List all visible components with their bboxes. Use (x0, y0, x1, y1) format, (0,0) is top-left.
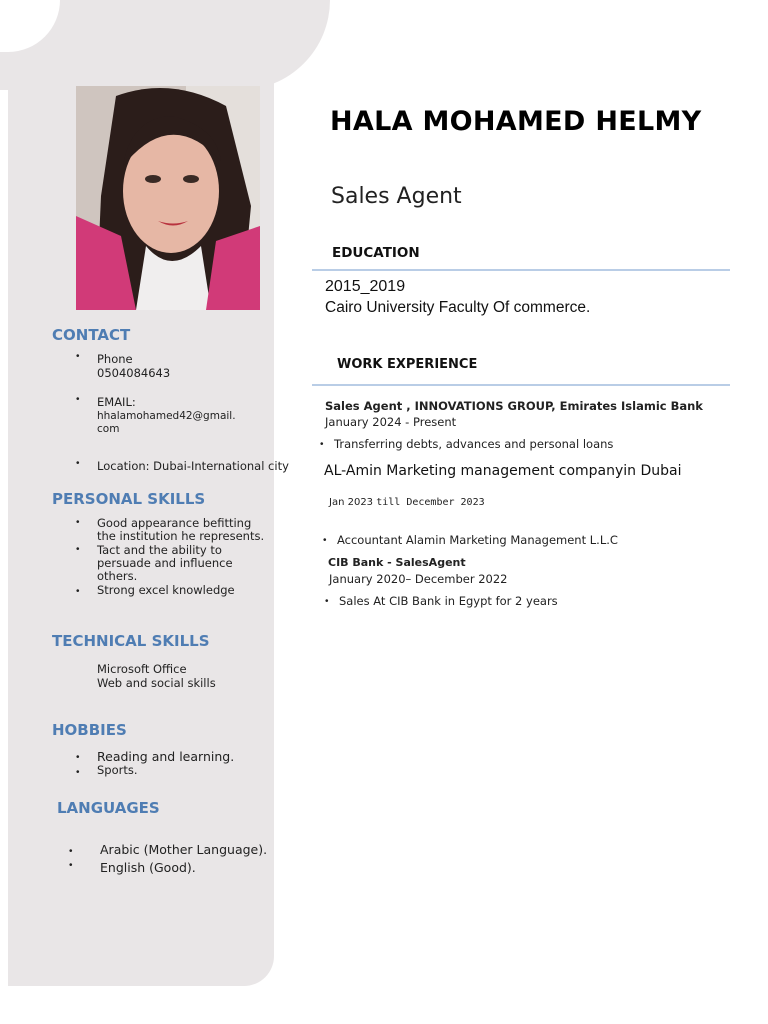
bullet-icon: • (76, 752, 80, 763)
phone-value: 0504084643 (97, 366, 171, 380)
education-heading: EDUCATION (332, 245, 420, 261)
email-value-line2: com (97, 423, 120, 435)
bullet-icon: • (76, 351, 80, 362)
skill-line: persuade and influence (97, 556, 233, 570)
section-divider (312, 269, 730, 271)
job2-dates (329, 497, 485, 508)
job2-duty: Accountant Alamin Marketing Management L.L.C (337, 533, 618, 547)
bullet-icon: • (76, 544, 80, 555)
personal-skills-heading: PERSONAL SKILLS (52, 490, 206, 508)
job1-title: Sales Agent , INNOVATIONS GROUP, Emirates Islamic Bank (325, 399, 703, 413)
work-experience-heading: WORK EXPERIENCE (337, 357, 478, 372)
job1-duty: Transferring debts, advances and personal loans (334, 437, 614, 451)
skill-line: Good appearance befitting (97, 516, 252, 530)
bullet-icon: • (325, 596, 329, 607)
profile-photo-illustration (76, 86, 260, 310)
skill-line: the institution he represents. (97, 529, 265, 543)
profile-photo (76, 86, 260, 310)
languages-heading: LANGUAGES (57, 799, 160, 817)
technical-skill-item: Web and social skills (97, 676, 216, 690)
bullet-icon: • (76, 394, 80, 405)
phone-label: Phone (97, 352, 133, 366)
email-label: EMAIL: (97, 395, 136, 409)
technical-skills-heading: TECHNICAL SKILLS (52, 632, 210, 650)
job3-title: CIB Bank - SalesAgent (328, 556, 466, 569)
technical-skill-item: Microsoft Office (97, 662, 187, 676)
email-value-line1: hhalamohamed42@gmail. (97, 410, 236, 422)
bullet-icon: • (69, 860, 73, 871)
location-text: Location: Dubai-International city (97, 459, 289, 473)
bullet-icon: • (76, 767, 80, 778)
section-divider (312, 384, 730, 386)
skill-line: Strong excel knowledge (97, 583, 235, 597)
language-item: English (Good). (100, 860, 196, 875)
skill-line: others. (97, 569, 138, 583)
contact-heading: CONTACT (52, 326, 131, 344)
bullet-icon: • (69, 846, 73, 857)
bullet-icon: • (323, 535, 327, 546)
bullet-icon: • (76, 517, 80, 528)
hobbies-heading: HOBBIES (52, 721, 127, 739)
skill-line: Tact and the ability to (97, 543, 222, 557)
education-school: Cairo University Faculty Of commerce. (325, 299, 591, 316)
bullet-icon: • (76, 458, 80, 469)
bullet-icon: • (320, 439, 324, 450)
job2-title: AL-Amin Marketing management companyin Dubai (324, 463, 682, 479)
bullet-icon: • (76, 586, 80, 597)
job3-dates: January 2020– December 2022 (329, 572, 508, 586)
candidate-name: HALA MOHAMED HELMY (330, 106, 702, 137)
education-years: 2015_2019 (325, 278, 406, 295)
job-role: Sales Agent (331, 184, 462, 209)
hobby-item: Reading and learning. (97, 749, 235, 764)
job3-duty: Sales At CIB Bank in Egypt for 2 years (339, 594, 558, 608)
job1-dates: January 2024 - Present (325, 415, 457, 429)
job2-dates-start: Jan 2023 (329, 497, 377, 508)
language-item: Arabic (Mother Language). (100, 842, 268, 857)
hobby-item: Sports. (97, 763, 138, 777)
job2-dates-end: till December 2023 (376, 497, 485, 508)
